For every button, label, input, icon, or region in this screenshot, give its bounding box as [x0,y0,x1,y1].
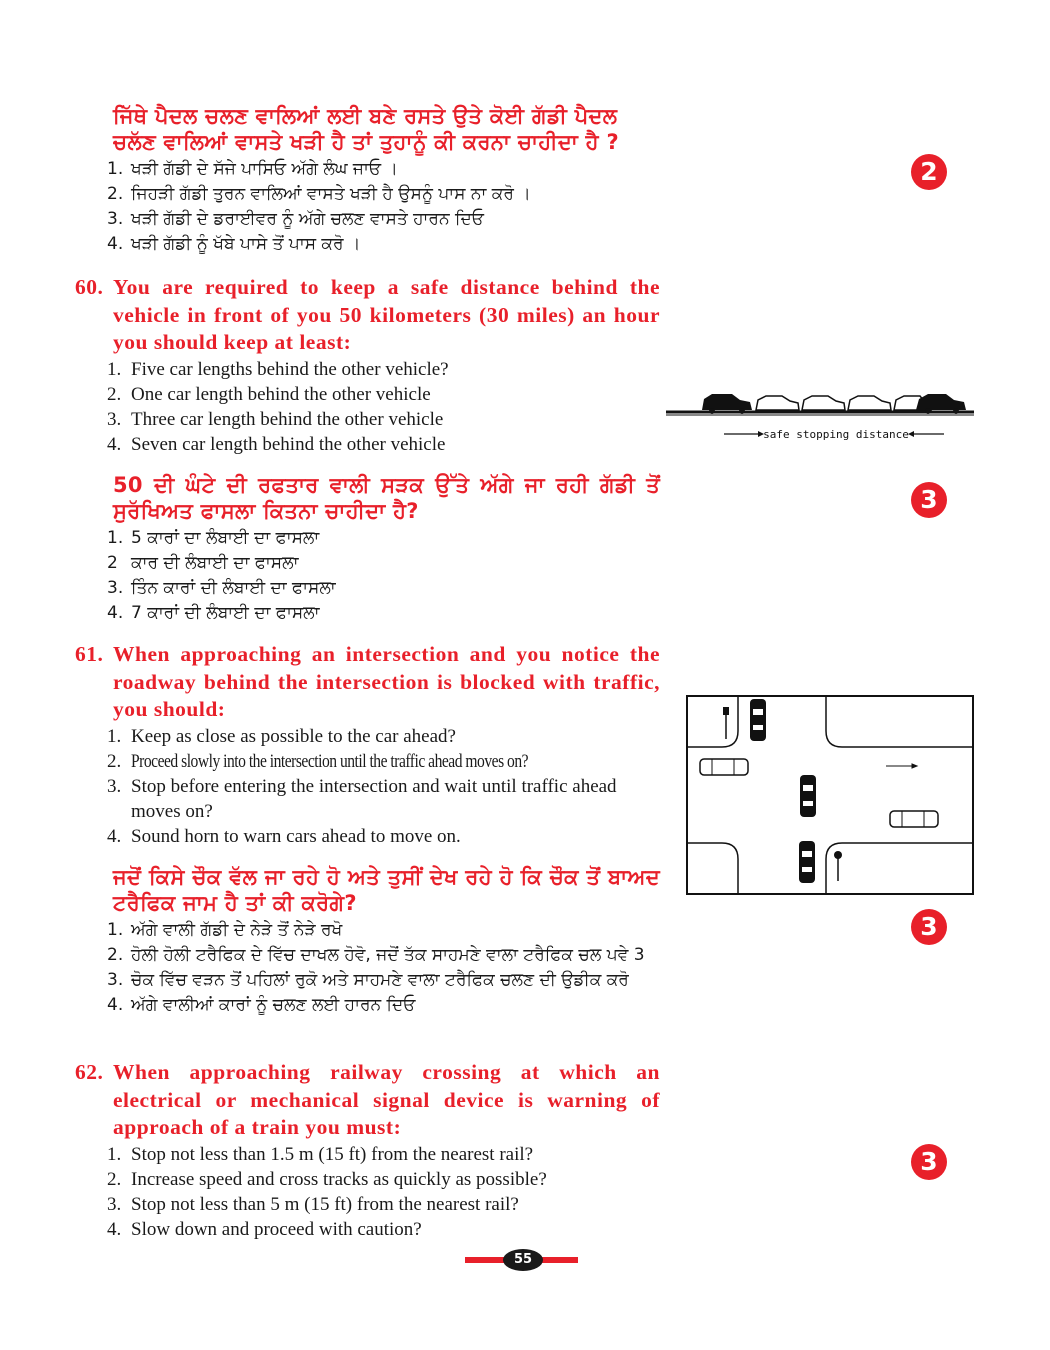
q60-punjabi-block [75,472,660,626]
q60-punjabi-options [75,526,660,626]
q59-punjabi-title: ਜਿੱਥੇ ਪੈਦਲ ਚਲਣ ਵਾਲਿਆਂ ਲਈ ਬਣੇ ਰਸਤੇ ਉਤੇ ਕੋਈ ਗੱਡੀ ਪੈਦਲ ਚਲੱਣ ਵਾਲਿਆਂ ਵਾਸਤੇ ਖੜੀ ਹੈ ਤਾਂ ਤੁਹਾਨੂੰ ਕੀ ਕਰਨਾ ਚਾਹੀਦਾ ਹੈ ? [113,104,619,154]
q61-punjabi-block [75,864,660,1018]
safe-stopping-distance-figure [666,380,976,446]
option: 4. Slow down and proceed with caution? [107,1218,422,1240]
option: 2. ਜਿਹੜੀ ਗੱਡੀ ਤੁਰਨ ਵਾਲਿਆਂ ਵਾਸਤੇ ਖੜੀ ਹੈ ਉਸਨੂੰ ਪਾਸ ਨਾ ਕਰੋ । [107,184,531,204]
option: 1. Keep as close as possible to the car ahead? [107,725,456,747]
car-outline-icons [756,396,931,410]
q61-number: 61. [75,642,104,666]
answer-badge-q62: 3 [911,1144,947,1180]
q61-title: 61. When approaching an intersection and you notice the roadway behind the intersection is blocked with traffic, you should: [75,642,660,721]
q60-number: 60. [75,275,104,299]
q61-punjabi-options [75,918,660,1018]
option: 3. Stop before entering the intersection and wait until traffic ahead moves on? [107,775,617,822]
option: 1. Stop not less than 1.5 m (15 ft) from the nearest rail? [107,1143,534,1165]
q59-punjabi-options [75,157,660,257]
answer-badge-q59: 2 [911,154,947,190]
option: 3. ਚੋਕ ਵਿੱਚ ਵੜਨ ਤੋਂ ਪਹਿਲਾਂ ਰੁਕੋ ਅਤੇ ਸਾਹਮਣੇ ਵਾਲਾ ਟਰੈਫਿਕ ਚਲਣ ਦੀ ਉਡੀਕ ਕਰੋ [107,970,629,990]
q62-number: 62. [75,1060,104,1084]
option: 1. ਖੜੀ ਗੱਡੀ ਦੇ ਸੱਜੇ ਪਾਸਿਓ ਅੱਗੇ ਲੰਘ ਜਾਓ । [107,159,398,179]
option: 1. ਅੱਗੇ ਵਾਲੀ ਗੱਡੀ ਦੇ ਨੇੜੇ ਤੋਂ ਨੇੜੇ ਰਖੋ [107,920,343,940]
option: 3. Three car length behind the other vehicle [107,408,444,430]
answer-badge-q61: 3 [911,909,947,945]
option: 4. ਅੱਗੇ ਵਾਲੀਆਂ ਕਾਰਾਂ ਨੂੰ ਚਲਣ ਲਈ ਹਾਰਨ ਦਿਓ [107,995,416,1015]
option: 4. Seven car length behind the other vehicle [107,433,446,455]
q60-title: 60. You are required to keep a safe distance behind the vehicle in front of you 50 kilometers (30 miles) an hour you should keep at least: [75,275,660,354]
option: 2. Increase speed and cross tracks as quickly as possible? [107,1168,547,1190]
option: 2 ਕਾਰ ਦੀ ਲੰਬਾਈ ਦਾ ਫਾਸਲਾ [107,553,299,573]
option: 1. 5 ਕਾਰਾਂ ਦਾ ਲੰਬਾਈ ਦਾ ਫਾਸਲਾ [107,528,320,548]
option: 2. One car length behind the other vehicle [107,383,431,405]
page-number: 55 [503,1249,543,1271]
option: 3. ਖੜੀ ਗੱਡੀ ਦੇ ਡਰਾਈਵਰ ਨੂੰ ਅੱਗੇ ਚਲਣ ਵਾਸਤੇ ਹਾਰਨ ਦਿਓ [107,209,484,229]
option: 3. Stop not less than 5 m (15 ft) from the nearest rail? [107,1193,519,1215]
option: 4. ਖੜੀ ਗੱਡੀ ਨੂੰ ਖੱਬੇ ਪਾਸੇ ਤੋਂ ਪਾਸ ਕਰੋ । [107,234,361,254]
q61-block [75,641,660,849]
q61-punjabi-title: ਜਦੋਂ ਕਿਸੇ ਚੌਕ ਵੱਲ ਜਾ ਰਹੇ ਹੋ ਅਤੇ ਤੁਸੀਂ ਦੇਖ ਰਹੇ ਹੋ ਕਿ ਚੌਕ ਤੋਂ ਬਾਅਦ ਟਰੈਫਿਕ ਜਾਮ ਹੈ ਤਾਂ ਕੀ ਕਰੋਗੇ? [113,865,660,915]
option: 4. 7 ਕਾਰਾਂ ਦੀ ਲੰਬਾਈ ਦਾ ਫਾਸਲਾ [107,603,320,623]
q62-options [75,1142,660,1242]
option: 2. ਹੋਲੀ ਹੋਲੀ ਟਰੈਫਿਕ ਦੇ ਵਿੱਚ ਦਾਖਲ ਹੋਵੋ, ਜਦੋਂ ਤੱਕ ਸਾਹਮਣੇ ਵਾਲਾ ਟਰੈਫਿਕ ਚਲ ਪਵੇ 3 [107,945,645,965]
q62-title: 62. When approaching railway crossing at which an electrical or mechanical signal device is warning of approach of a train you must: [75,1060,660,1139]
q60-options [75,357,660,457]
q59-punjabi-block [75,103,660,257]
intersection-diagram [686,695,974,895]
option: 1. Five car lengths behind the other vehicle? [107,358,449,380]
q60-block [75,274,660,457]
option: 2. Proceed slowly into the intersection until the traffic ahead moves on? [107,750,529,772]
q61-options [75,724,660,849]
figure-caption: safe stopping distance [763,428,909,441]
q62-block [75,1059,660,1242]
q60-punjabi-title: 50 ਦੀ ਘੰਟੇ ਦੀ ਰਫਤਾਰ ਵਾਲੀ ਸੜਕ ਉੱਤੇ ਅੱਗੇ ਜਾ ਰਹੀ ਗੱਡੀ ਤੋਂ ਸੁਰੱਖਿਅਤ ਫਾਸਲਾ ਕਿਤਨਾ ਚਾਹੀਦਾ ਹੈ? [113,473,661,523]
answer-badge-q60: 3 [911,482,947,518]
option: 4. Sound horn to warn cars ahead to move on. [107,825,461,847]
option: 3. ਤਿੰਨ ਕਾਰਾਂ ਦੀ ਲੰਬਾਈ ਦਾ ਫਾਸਲਾ [107,578,336,598]
